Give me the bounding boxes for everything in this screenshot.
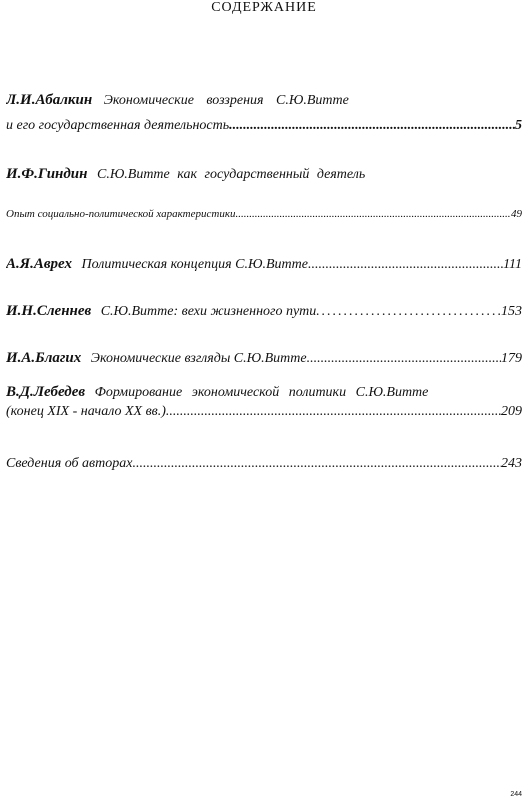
toc-entry-author: Л.И.Абалкин — [6, 92, 93, 108]
toc-entry-title: Экономические воззрения С.Ю.Витте — [103, 93, 349, 108]
toc-entry-title-continued: Опыт социально-политической характеристики — [6, 208, 236, 220]
toc-entry-title: С.Ю.Витте: вехи жизненного пути — [100, 304, 317, 319]
toc-entry-title-continued: (конец XIX - начало XX вв.) — [6, 404, 166, 419]
toc-entry-page: 179 — [501, 351, 522, 366]
toc-entry-title: Экономические взгляды С.Ю.Витте — [90, 351, 307, 366]
toc-entry-1-line-2 — [6, 118, 522, 134]
toc-entry-page: 153 — [501, 304, 522, 319]
toc-entry-author: И.Н.Сленнев — [6, 303, 92, 319]
page-title: СОДЕРЖАНИЕ — [211, 0, 317, 15]
toc-entry-page: 111 — [503, 257, 522, 272]
toc-entry-6-line-1 — [6, 384, 522, 401]
toc-entry-title: С.Ю.Витте как государственный деятель — [96, 167, 366, 182]
toc-entry-6-line-2 — [6, 404, 522, 420]
toc-entry-page: 243 — [501, 456, 522, 471]
toc-entry-1-line-1 — [6, 92, 522, 109]
toc-entry-page: 5 — [515, 118, 522, 133]
toc-entry-2-line-2 — [6, 208, 522, 220]
leader-dots — [307, 351, 501, 367]
footer-page-number: 244 — [510, 791, 522, 798]
toc-entry-author: И.А.Благих — [6, 350, 82, 366]
leader-dots — [316, 304, 501, 320]
toc-entry-5 — [6, 350, 522, 367]
toc-entry-page: 49 — [511, 208, 522, 220]
toc-entry-4 — [6, 303, 522, 320]
toc-entry-7 — [6, 456, 522, 472]
toc-entry-author: В.Д.Лебедев — [6, 384, 86, 400]
leader-dots — [229, 118, 515, 134]
leader-dots — [308, 257, 503, 273]
toc-entry-author: А.Я.Аврех — [6, 256, 73, 272]
toc-entry-title: Сведения об авторах — [6, 456, 133, 471]
toc-entry-title: Формирование экономической политики С.Ю.Витте — [94, 385, 429, 400]
toc-entry-title: Политическая концепция С.Ю.Витте — [81, 257, 308, 272]
toc-entry-title-continued: и его государственная деятельность — [6, 118, 230, 133]
toc-entry-author: И.Ф.Гиндин — [6, 166, 88, 182]
leader-dots — [132, 456, 501, 472]
leader-dots — [235, 208, 511, 220]
toc-entry-3 — [6, 256, 522, 273]
toc-entry-page: 209 — [501, 404, 522, 419]
leader-dots — [166, 404, 501, 420]
toc-entry-2-line-1 — [6, 166, 522, 183]
